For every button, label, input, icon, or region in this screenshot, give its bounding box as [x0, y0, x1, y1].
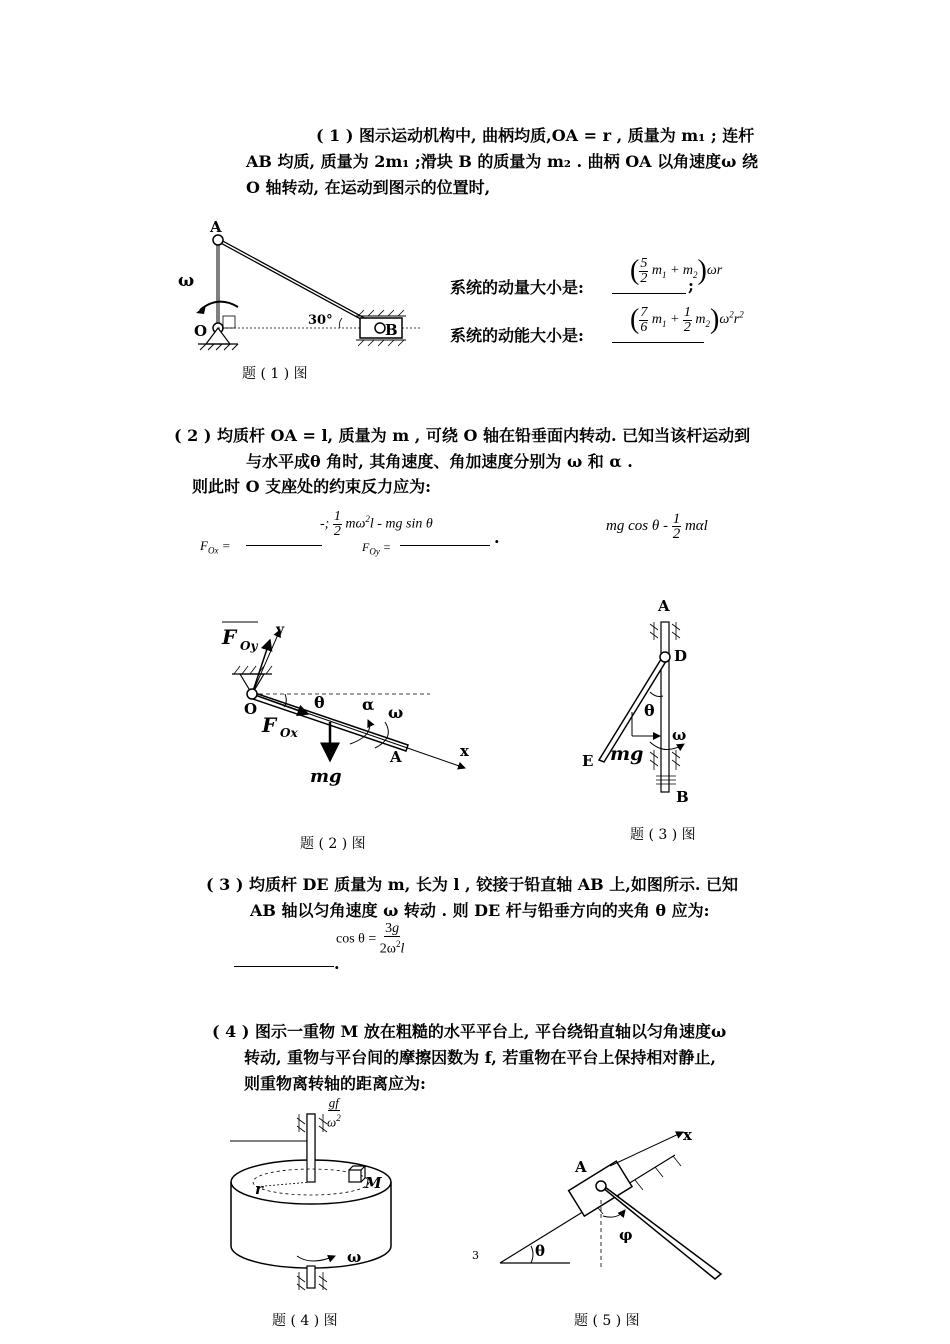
q1-momentum-label: 系统的动量大小是:: [450, 278, 584, 297]
q4-line-3: 则重物离转轴的距离应为:: [244, 1074, 426, 1093]
svg-text:ω: ω: [388, 703, 404, 722]
q4-caption: 题 ( 4 ) 图: [272, 1313, 338, 1329]
svg-text:A: A: [210, 218, 222, 236]
q1-mechanism-figure: [170, 210, 440, 360]
svg-text:φ: φ: [619, 1226, 633, 1244]
svg-text:O: O: [194, 322, 208, 340]
svg-text:M: M: [365, 1174, 382, 1192]
svg-text:θ: θ: [535, 1242, 546, 1260]
svg-text:ω: ω: [347, 1248, 362, 1266]
svg-text:θ: θ: [644, 701, 655, 720]
q3-rod-figure: [570, 590, 730, 810]
q1-caption: 题 ( 1 ) 图: [242, 366, 308, 382]
q2-rod-figure: [210, 610, 500, 790]
svg-text:B: B: [385, 321, 398, 339]
svg-text:x: x: [683, 1126, 692, 1144]
svg-text:O: O: [244, 700, 258, 718]
q2-foy-answer: mg cos θ - $\frac{1}{2}$ mαl: [606, 511, 708, 542]
q4-line-1: ( 4 ) 图示一重物 M 放在粗糙的水平平台上, 平台绕铅直轴以匀角速度ω: [212, 1022, 727, 1041]
q1-momentum-answer: ( $\frac{5}{2}$ $m_1 + m_2)\omega r$: [630, 255, 723, 286]
q5-incline-figure: [495, 1120, 725, 1280]
q5-caption: 题 ( 5 ) 图: [574, 1313, 640, 1329]
q2-fox-label: $F_{Ox}$ =: [200, 538, 231, 556]
svg-text:A: A: [575, 1158, 587, 1176]
q2-line-3: 则此时 O 支座处的约束反力应为:: [192, 477, 431, 496]
q2-line-1: ( 2 ) 均质杆 OA = l, 质量为 m , 可绕 O 轴在铅垂面内转动. 已知当该杆运动到: [174, 426, 751, 445]
svg-text:E: E: [582, 752, 594, 770]
q2-fox-answer: -; $\frac{1}{2}$ $m\omega^2l$ - mg sin θ: [320, 509, 433, 539]
svg-text:r: r: [255, 1180, 263, 1198]
q1-line-1: ( 1 ) 图示运动机构中, 曲柄均质,OA = r , 质量为 m₁ ; 连杆: [316, 126, 755, 145]
q2-caption: 题 ( 2 ) 图: [300, 836, 366, 852]
joint-a: [213, 235, 223, 245]
svg-text:x: x: [460, 742, 469, 760]
svg-text:ω: ω: [672, 726, 687, 744]
q4-answer: $\frac{gf}{\omega^2}$: [327, 1095, 341, 1130]
q4-platform-figure: [225, 1096, 425, 1302]
svg-text:F: F: [222, 625, 237, 649]
q2-line-2: 与水平成θ 角时, 其角速度、角加速度分别为 ω 和 α .: [246, 452, 633, 471]
q3-line-2: AB 轴以匀角速度 ω 转动 . 则 DE 杆与铅垂方向的夹角 θ 应为:: [250, 901, 710, 920]
svg-text:ω: ω: [178, 271, 195, 291]
svg-text:D: D: [674, 647, 688, 665]
svg-text:mg: mg: [610, 743, 644, 765]
q1-line-3: O 轴转动, 在运动到图示的位置时,: [246, 178, 491, 197]
q2-foy-label: $F_{Oy}$ =: [362, 540, 391, 557]
svg-text:Ox: Ox: [280, 726, 298, 740]
svg-text:α: α: [362, 695, 375, 714]
svg-text:Oy: Oy: [240, 639, 258, 653]
q1-energy-answer: ( $\frac{7}{6}$ $m_1$ + $\frac{1}{2}$ $m_2)\omega^2r^2$: [630, 304, 744, 335]
svg-text:B: B: [676, 788, 689, 806]
q1-energy-label: 系统的动能大小是:: [450, 326, 584, 345]
svg-text:30°: 30°: [308, 313, 333, 328]
page-number: 3: [472, 1249, 479, 1262]
q3-answer: cos θ = $\frac{3g}{2\omega^2l}$: [336, 921, 405, 957]
q3-caption: 题 ( 3 ) 图: [630, 827, 696, 843]
svg-text:θ: θ: [314, 693, 325, 712]
q1-line-2: AB 均质, 质量为 2m₁ ;滑块 B 的质量为 m₂ . 曲柄 OA 以角速度ω 绕: [246, 152, 758, 171]
svg-text:mg: mg: [310, 766, 342, 787]
svg-text:A: A: [658, 597, 670, 615]
svg-text:y: y: [276, 622, 285, 638]
q4-line-2: 转动, 重物与平台间的摩擦因数为 f, 若重物在平台上保持相对静止,: [244, 1048, 716, 1067]
svg-text:A: A: [390, 748, 402, 766]
q3-line-1: ( 3 ) 均质杆 DE 质量为 m, 长为 l , 铰接于铅直轴 AB 上,如图所示. 已知: [206, 875, 738, 894]
svg-text:F: F: [262, 713, 277, 737]
